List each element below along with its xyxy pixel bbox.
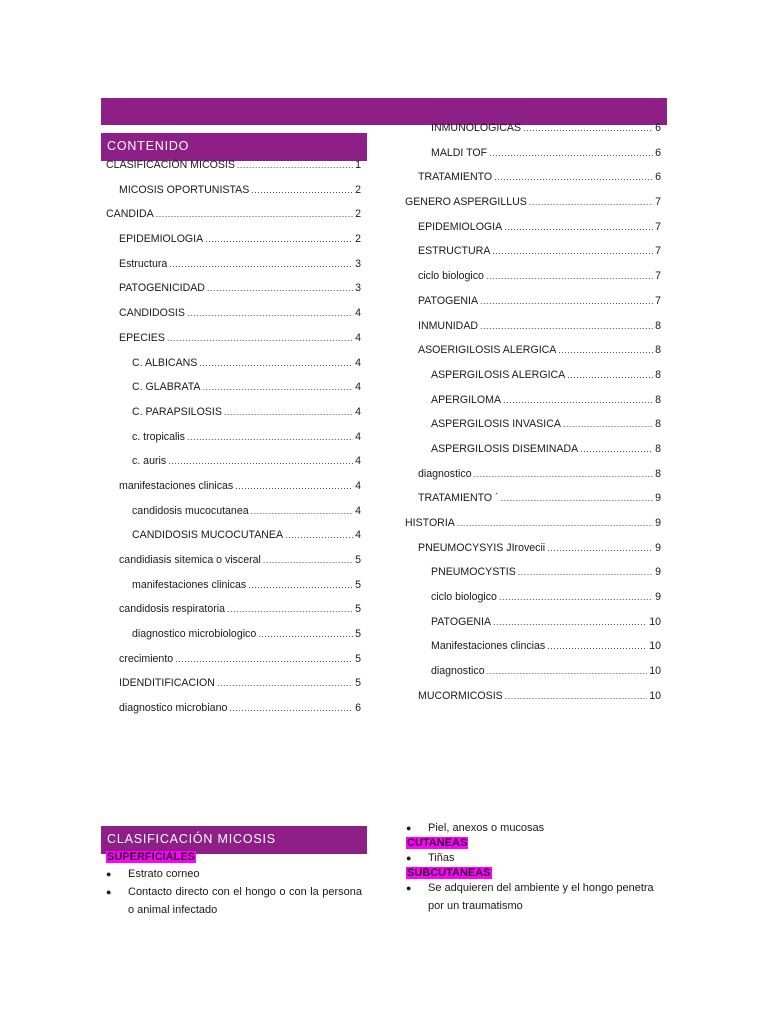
toc-entry[interactable] xyxy=(405,616,661,641)
list-item xyxy=(106,883,362,919)
toc-dot-leader xyxy=(480,321,653,331)
toc-entry-title: HISTORIA xyxy=(405,517,455,529)
toc-dot-leader xyxy=(285,530,353,540)
toc-entry[interactable] xyxy=(106,406,361,431)
toc-entry-page: 4 xyxy=(355,405,361,418)
toc-entry-title: ASPERGILOSIS INVASICA xyxy=(431,418,561,431)
toc-entry-page: 5 xyxy=(355,554,361,566)
toc-entry[interactable] xyxy=(405,171,661,196)
bullet-icon: ● xyxy=(406,823,412,833)
toc-entry-page: 8 xyxy=(655,344,661,357)
toc-entry-page: 4 xyxy=(355,529,361,542)
toc-entry[interactable] xyxy=(106,357,361,382)
toc-entry-page: 8 xyxy=(655,442,661,455)
toc-entry[interactable] xyxy=(405,344,661,369)
toc-entry[interactable] xyxy=(106,677,361,702)
toc-entry[interactable] xyxy=(405,270,661,295)
toc-dot-leader xyxy=(492,246,653,256)
toc-entry-title: PATOGENIA xyxy=(431,615,492,628)
toc-entry-page: 10 xyxy=(649,615,661,628)
toc-dot-leader xyxy=(258,629,353,639)
toc-entry-title: diagnostico microbiano xyxy=(119,702,228,715)
toc-entry[interactable] xyxy=(106,603,361,628)
toc-entry[interactable] xyxy=(106,258,361,283)
toc-entry-page: 7 xyxy=(655,294,661,307)
toc-dot-leader xyxy=(503,395,653,405)
toc-entry-page: 7 xyxy=(655,270,661,283)
toc-entry-title: CANDIDOSIS MUCOCUTANEA xyxy=(132,529,284,542)
toc-title: CONTENIDO xyxy=(101,133,367,161)
toc-dot-leader xyxy=(224,407,353,417)
toc-entry-page: 5 xyxy=(355,603,361,616)
toc-entry-title: INMUNOLOGICAS xyxy=(431,122,522,134)
toc-entry[interactable] xyxy=(405,221,661,246)
bullet-icon: ● xyxy=(406,883,412,893)
toc-entry-title: ciclo biologico xyxy=(431,591,497,604)
toc-entry-page: 4 xyxy=(355,381,361,394)
toc-entry-page: 7 xyxy=(655,245,661,258)
toc-left-column xyxy=(106,159,361,727)
toc-dot-leader xyxy=(251,185,353,195)
toc-entry-title: C. GLABRATA xyxy=(132,381,201,394)
toc-entry[interactable] xyxy=(106,208,361,233)
toc-entry-page: 5 xyxy=(355,628,361,641)
toc-entry-title: PATOGENICIDAD xyxy=(119,282,205,295)
toc-dot-leader xyxy=(217,678,353,688)
toc-entry[interactable] xyxy=(405,566,661,591)
toc-entry-page: 8 xyxy=(655,368,661,381)
toc-entry[interactable] xyxy=(405,196,661,221)
toc-entry[interactable] xyxy=(405,295,661,320)
toc-entry-page: 9 xyxy=(655,541,661,554)
list-item xyxy=(406,819,662,837)
list-item xyxy=(406,849,662,867)
toc-dot-leader xyxy=(156,209,353,219)
toc-entry-title: crecimiento xyxy=(119,652,174,665)
toc-entry[interactable] xyxy=(405,517,661,542)
toc-dot-leader xyxy=(501,493,653,503)
toc-dot-leader xyxy=(207,283,353,293)
toc-entry[interactable] xyxy=(405,468,661,493)
toc-dot-leader xyxy=(505,691,647,701)
toc-entry-page: 1 xyxy=(355,159,361,171)
toc-entry-title: CLASIFICACIÓN MICOSIS xyxy=(106,159,235,171)
toc-entry-title: candidosis respiratoria xyxy=(119,603,225,616)
toc-entry-title: MALDI TOF xyxy=(431,146,488,159)
toc-entry[interactable] xyxy=(106,431,361,456)
list-item xyxy=(406,879,662,915)
list-item-text: Contacto directo con el hongo o con la persona o animal infectado xyxy=(128,886,362,916)
toc-entry-page: 9 xyxy=(655,591,661,604)
toc-entry-page: 9 xyxy=(655,566,661,579)
toc-dot-leader xyxy=(248,580,353,590)
toc-entry[interactable] xyxy=(405,418,661,443)
toc-dot-leader xyxy=(563,419,653,429)
toc-entry-page: 2 xyxy=(355,208,361,221)
toc-entry-page: 8 xyxy=(655,467,661,480)
toc-entry-page: 2 xyxy=(355,233,361,246)
toc-entry-title: manifestaciones clinicas xyxy=(119,479,234,492)
toc-entry[interactable] xyxy=(106,505,361,530)
toc-dot-leader xyxy=(205,234,353,244)
superficiales-block xyxy=(106,851,362,919)
toc-entry-title: CANDIDA xyxy=(106,208,154,221)
toc-dot-leader xyxy=(167,333,353,343)
toc-entry-title: PNEUMOCYSYIS JIrovecii xyxy=(418,541,546,554)
toc-dot-leader xyxy=(237,160,353,170)
toc-dot-leader xyxy=(486,271,653,281)
bullet-icon: ● xyxy=(106,887,112,897)
toc-entry-title: manifestaciones clinicas xyxy=(132,578,247,591)
toc-dot-leader xyxy=(169,259,353,269)
toc-entry-title: ASPERGILOSIS DISEMINADA xyxy=(431,442,579,455)
toc-entry-title: IDENDITIFICACION xyxy=(119,677,215,690)
toc-entry-page: 9 xyxy=(655,492,661,505)
toc-entry-page: 4 xyxy=(355,504,361,517)
toc-dot-leader xyxy=(529,197,653,207)
list-item-text: Piel, anexos o mucosas xyxy=(428,822,545,834)
toc-entry-page: 8 xyxy=(655,319,661,332)
list-item xyxy=(106,865,362,883)
toc-entry[interactable] xyxy=(405,640,661,665)
toc-entry[interactable] xyxy=(405,369,661,394)
toc-dot-leader xyxy=(474,469,653,479)
toc-dot-leader xyxy=(457,518,653,528)
toc-entry-title: EPIDEMIOLOGIA xyxy=(418,220,503,233)
toc-entry-page: 4 xyxy=(355,430,361,443)
toc-entry-title: Estructura xyxy=(119,257,168,270)
toc-entry-page: 2 xyxy=(355,183,361,196)
toc-entry[interactable] xyxy=(106,332,361,357)
toc-entry-page: 4 xyxy=(355,479,361,492)
list-item-text: Se adquieren del ambiente y el hongo penetra por un traumatismo xyxy=(428,882,654,912)
toc-entry-title: MICOSIS OPORTUNISTAS xyxy=(119,183,250,196)
toc-entry-title: ASOERIGILOSIS ALERGICA xyxy=(418,344,557,357)
toc-entry-title: PATOGENIA xyxy=(418,294,479,307)
toc-entry-page: 4 xyxy=(355,331,361,344)
toc-entry-page: 6 xyxy=(655,122,661,134)
toc-entry[interactable] xyxy=(405,245,661,270)
toc-entry-title: TRATAMIENTO ´ xyxy=(418,492,499,505)
toc-dot-leader xyxy=(547,543,653,553)
header-band xyxy=(101,98,667,125)
toc-entry-title: CANDIDOSIS xyxy=(119,307,185,320)
toc-dot-leader xyxy=(199,358,353,368)
toc-dot-leader xyxy=(187,308,353,318)
toc-entry-title: c. tropicalis xyxy=(132,430,185,443)
toc-entry[interactable] xyxy=(106,653,361,678)
toc-entry[interactable] xyxy=(405,690,661,715)
list-item-text: Estrato corneo xyxy=(128,868,200,880)
toc-entry-page: 6 xyxy=(655,171,661,184)
toc-dot-leader xyxy=(487,666,648,676)
toc-right-column xyxy=(405,122,661,715)
bullet-icon: ● xyxy=(406,853,412,863)
toc-entry[interactable] xyxy=(106,282,361,307)
toc-entry-title: EPECIES xyxy=(119,331,165,344)
subcutaneas-label: SUBCUTANEAS xyxy=(407,867,491,879)
toc-entry-title: GENERO ASPERGILLUS xyxy=(405,196,527,209)
toc-entry-title: APERGILOMA xyxy=(431,393,502,406)
toc-entry-page: 10 xyxy=(649,640,661,653)
toc-entry-page: 6 xyxy=(655,146,661,159)
toc-dot-leader xyxy=(558,345,653,355)
toc-entry[interactable] xyxy=(405,320,661,345)
toc-dot-leader xyxy=(580,444,653,454)
toc-dot-leader xyxy=(235,481,353,491)
toc-dot-leader xyxy=(187,432,353,442)
toc-entry-title: MUCORMICOSIS xyxy=(418,689,503,702)
toc-entry-title: c. auris xyxy=(132,455,167,468)
toc-entry-page: 4 xyxy=(355,307,361,320)
right-classification-block xyxy=(406,819,662,915)
toc-entry[interactable] xyxy=(106,628,361,653)
toc-entry[interactable] xyxy=(106,529,361,554)
toc-entry-page: 10 xyxy=(649,689,661,702)
toc-dot-leader xyxy=(523,123,653,133)
toc-entry[interactable] xyxy=(405,394,661,419)
toc-entry-page: 8 xyxy=(655,393,661,406)
toc-entry-title: ESTRUCTURA xyxy=(418,245,491,258)
toc-dot-leader xyxy=(480,296,653,306)
toc-entry[interactable] xyxy=(106,579,361,604)
toc-entry[interactable] xyxy=(405,591,661,616)
toc-dot-leader xyxy=(202,382,353,392)
toc-dot-leader xyxy=(263,555,353,565)
toc-entry-page: 3 xyxy=(355,282,361,295)
toc-entry-page: 7 xyxy=(655,196,661,209)
toc-entry-title: candidosis mucocutanea xyxy=(132,504,249,517)
toc-entry-page: 5 xyxy=(355,578,361,591)
toc-entry[interactable] xyxy=(106,381,361,406)
toc-entry-page: 5 xyxy=(355,652,361,665)
toc-entry-page: 6 xyxy=(355,702,361,715)
toc-entry[interactable] xyxy=(106,554,361,579)
toc-entry[interactable] xyxy=(405,665,661,690)
cutaneas-label: CUTANEAS xyxy=(407,837,468,849)
toc-entry[interactable] xyxy=(106,159,361,184)
toc-entry-page: 5 xyxy=(355,677,361,690)
toc-entry-title: diagnostico xyxy=(431,665,485,678)
toc-entry-page: 10 xyxy=(649,665,661,678)
toc-entry-page: 4 xyxy=(355,356,361,369)
toc-entry[interactable] xyxy=(106,233,361,258)
toc-entry-title: PNEUMOCYSTIS xyxy=(431,566,516,579)
bullet-icon: ● xyxy=(106,869,112,879)
toc-entry[interactable] xyxy=(405,542,661,567)
toc-entry[interactable] xyxy=(405,147,661,172)
toc-entry[interactable] xyxy=(106,184,361,209)
toc-entry[interactable] xyxy=(106,702,361,727)
toc-dot-leader xyxy=(518,567,653,577)
toc-entry-page: 9 xyxy=(655,517,661,529)
toc-dot-leader xyxy=(229,703,353,713)
toc-entry[interactable] xyxy=(106,307,361,332)
toc-entry-title: ASPERGILOSIS ALERGICA xyxy=(431,368,566,381)
section-title: CLASIFICACIÓN MICOSIS xyxy=(101,826,367,854)
toc-dot-leader xyxy=(168,456,353,466)
superficiales-label: SUPERFICIALES xyxy=(107,851,196,863)
toc-entry-page: 3 xyxy=(355,257,361,270)
toc-dot-leader xyxy=(547,641,647,651)
toc-entry-title: TRATAMIENTO xyxy=(418,171,493,184)
toc-entry-title: EPIDEMIOLOGIA xyxy=(119,233,204,246)
toc-entry-page: 8 xyxy=(655,418,661,431)
toc-dot-leader xyxy=(489,148,653,158)
toc-dot-leader xyxy=(567,370,653,380)
toc-entry-page: 7 xyxy=(655,220,661,233)
toc-dot-leader xyxy=(494,172,653,182)
toc-dot-leader xyxy=(251,506,353,516)
toc-dot-leader xyxy=(175,654,353,664)
toc-entry-title: Manifestaciones clincias xyxy=(431,640,546,653)
toc-entry-page: 4 xyxy=(355,455,361,468)
toc-entry[interactable] xyxy=(405,492,661,517)
toc-entry-title: C. ALBICANS xyxy=(132,356,198,369)
toc-entry-title: INMUNIDAD xyxy=(418,319,479,332)
toc-entry-title: candidiasis sitemica o visceral xyxy=(119,554,261,566)
toc-entry[interactable] xyxy=(405,443,661,468)
toc-entry-title: ciclo biologico xyxy=(418,270,484,283)
toc-dot-leader xyxy=(227,604,353,614)
toc-dot-leader xyxy=(493,617,647,627)
toc-entry-title: C. PARAPSILOSIS xyxy=(132,405,222,418)
toc-dot-leader xyxy=(504,222,653,232)
toc-entry[interactable] xyxy=(405,122,661,147)
toc-entry-title: diagnostico xyxy=(418,467,472,480)
toc-dot-leader xyxy=(499,592,653,602)
toc-entry-title: diagnostico microbiologico xyxy=(132,628,257,641)
toc-entry[interactable] xyxy=(106,455,361,480)
list-item-text: Tiñas xyxy=(428,852,455,864)
toc-entry[interactable] xyxy=(106,480,361,505)
